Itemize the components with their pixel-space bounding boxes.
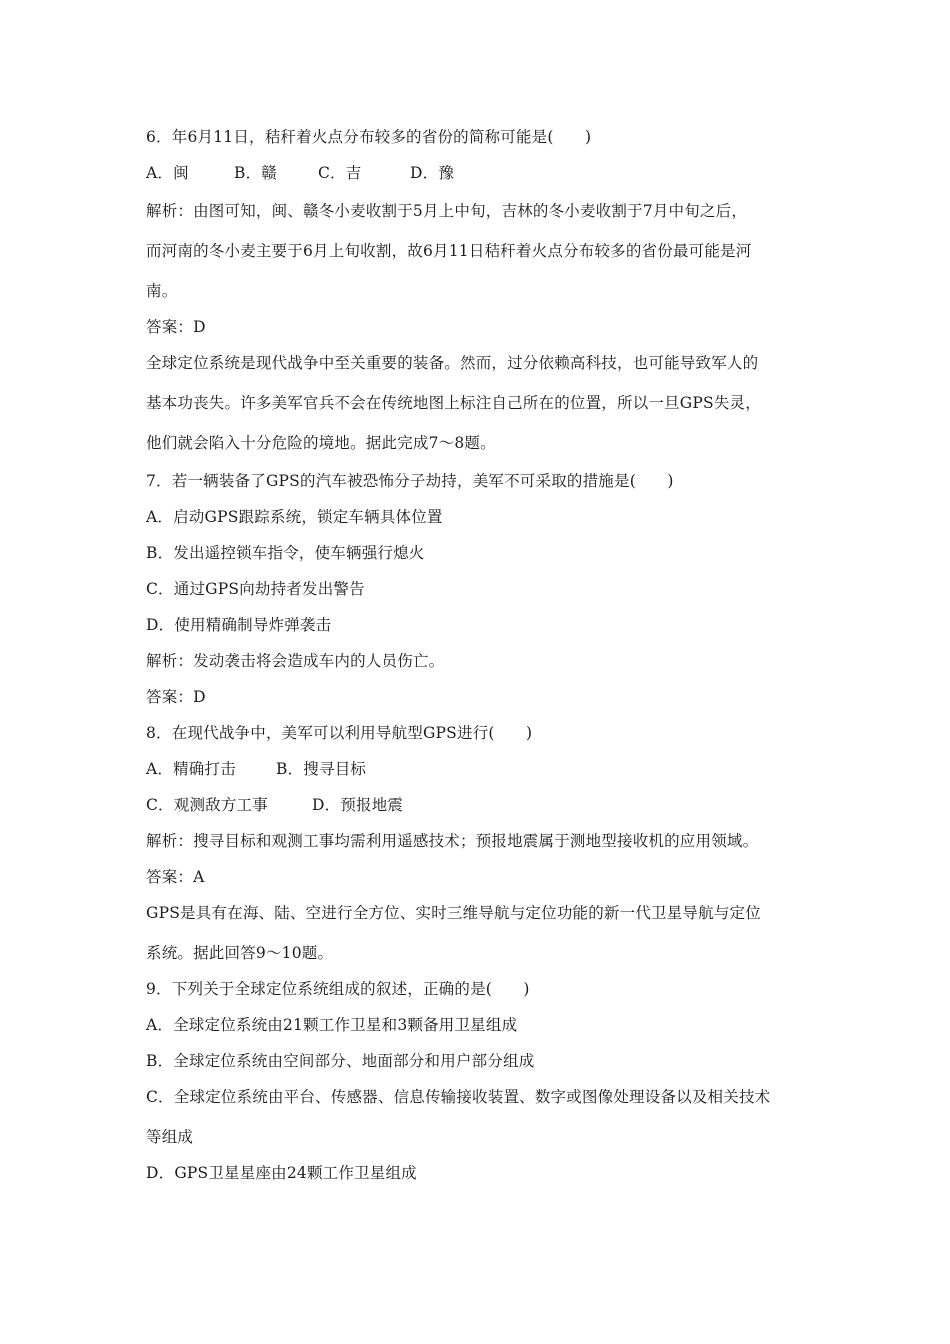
q9-option-c-line-1: C．全球定位系统由平台、传感器、信息传输接收装置、数字或图像处理设备以及相关技术 — [146, 1088, 771, 1106]
q6-analysis-line-1: 解析：由图可知，闽、赣冬小麦收割于5月上中旬，吉林的冬小麦收割于7月中旬之后， — [146, 202, 748, 220]
passage-gps-line-2: 基本功丧失。许多美军官兵不会在传统地图上标注自己所在的位置，所以一旦GPS失灵， — [146, 394, 761, 412]
q8-options-row-2 — [146, 795, 403, 815]
q6-option-a: A．闽 — [146, 164, 189, 182]
q8-option-b: B．搜寻目标 — [276, 760, 367, 778]
q6-option-c: C．吉 — [318, 164, 362, 182]
q9-option-a: A．全球定位系统由21颗工作卫星和3颗备用卫星组成 — [146, 1016, 518, 1034]
q7-stem: 7．若一辆装备了GPS的汽车被恐怖分子劫持，美军不可采取的措施是( ) — [146, 472, 674, 490]
document-page — [146, 0, 826, 1344]
q8-option-c: C．观测敌方工事 — [146, 796, 268, 814]
q9-option-d: D．GPS卫星星座由24颗工作卫星组成 — [146, 1164, 417, 1182]
q6-options — [146, 163, 454, 183]
passage-gps2-line-1: GPS是具有在海、陆、空进行全方位、实时三维导航与定位功能的新一代卫星导航与定位 — [146, 904, 761, 922]
q8-option-a: A．精确打击 — [146, 760, 236, 778]
passage-gps-line-3: 他们就会陷入十分危险的境地。据此完成7～8题。 — [146, 434, 496, 452]
passage-gps-line-1: 全球定位系统是现代战争中至关重要的装备。然而，过分依赖高科技，也可能导致军人的 — [146, 354, 759, 372]
q6-answer: 答案：D — [146, 318, 206, 336]
q7-analysis: 解析：发动袭击将会造成车内的人员伤亡。 — [146, 652, 445, 670]
q9-stem: 9．下列关于全球定位系统组成的叙述，正确的是( ) — [146, 980, 530, 998]
q8-stem: 8．在现代战争中，美军可以利用导航型GPS进行( ) — [146, 724, 533, 742]
q8-analysis: 解析：搜寻目标和观测工事均需利用遥感技术；预报地震属于测地型接收机的应用领域。 — [146, 832, 759, 850]
q6-option-d: D．豫 — [410, 164, 455, 182]
q7-answer: 答案：D — [146, 688, 206, 706]
q8-answer: 答案：A — [146, 868, 205, 886]
q6-analysis-line-2: 而河南的冬小麦主要于6月上旬收割，故6月11日秸秆着火点分布较多的省份最可能是河 — [146, 242, 752, 260]
q7-option-d: D．使用精确制导炸弹袭击 — [146, 616, 332, 634]
q6-analysis-line-3: 南。 — [146, 282, 178, 300]
q9-option-c-line-2: 等组成 — [146, 1128, 194, 1146]
q6-option-b: B．赣 — [234, 164, 277, 182]
passage-gps2-line-2: 系统。据此回答9～10题。 — [146, 944, 334, 962]
q8-option-d: D．预报地震 — [312, 796, 404, 814]
q7-option-b: B．发出遥控锁车指令，使车辆强行熄火 — [146, 544, 425, 562]
q7-option-c: C．通过GPS向劫持者发出警告 — [146, 580, 365, 598]
q7-option-a: A．启动GPS跟踪系统，锁定车辆具体位置 — [146, 508, 443, 526]
q8-options-row-1 — [146, 759, 366, 779]
q9-option-b: B．全球定位系统由空间部分、地面部分和用户部分组成 — [146, 1052, 535, 1070]
q6-stem: 6．年6月11日，秸秆着火点分布较多的省份的简称可能是( ) — [146, 128, 592, 146]
